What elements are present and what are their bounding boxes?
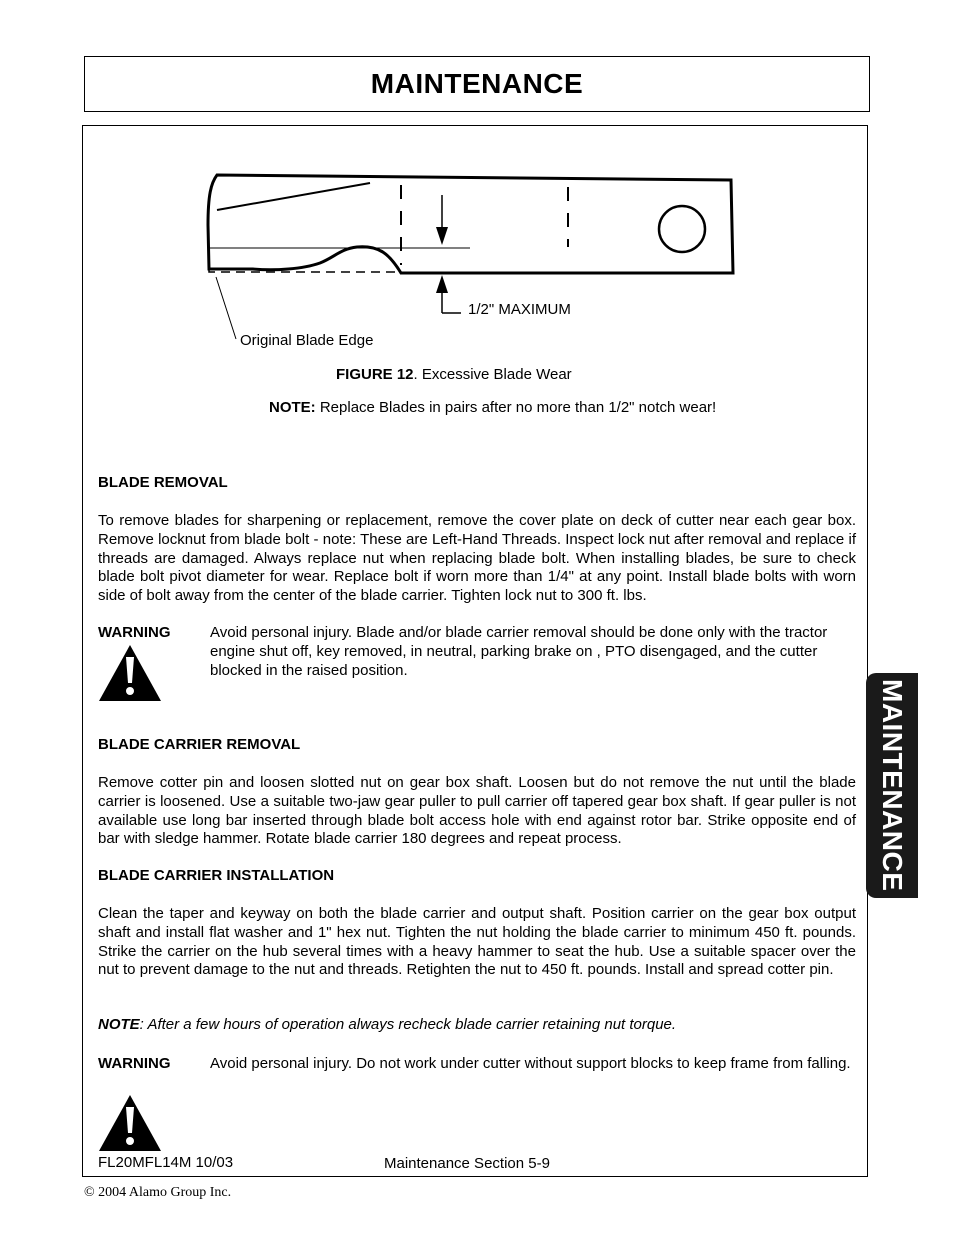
page-title: MAINTENANCE xyxy=(370,68,584,99)
max-wear-label: 1/2" MAXIMUM xyxy=(468,301,571,318)
bottom-arrow-head xyxy=(436,275,448,293)
warning-label: WARNING xyxy=(98,624,171,641)
warning-text: Avoid personal injury. Do not work under cutter without support blocks to keep frame from falling. xyxy=(210,1055,851,1072)
blade-wear-diagram xyxy=(195,165,740,350)
figure-number: FIGURE 12 xyxy=(336,366,414,383)
blade-carrier-removal-text: Remove cotter pin and loosen slotted nut on gear box shaft. Loosen but do not remove the nut until the blade carrier is loosened. Use a suitable two-jaw gear puller to pull carrier off tapered gear box shaft. If gear puller is not available use long bar inserted through blade bolt access hole with end against rotor bar. Strike opposite end of bar with sledge hammer. Rotate blade carrier 180 degrees and repeat process. xyxy=(98,774,856,848)
warning-label: WARNING xyxy=(98,1055,171,1072)
figure-note-text: Replace Blades in pairs after no more than 1/2" notch wear! xyxy=(315,399,717,416)
page-number: Maintenance Section 5-9 xyxy=(384,1155,550,1172)
copyright-notice: © 2004 Alamo Group Inc. xyxy=(84,1185,232,1200)
blade-carrier-removal-heading: BLADE CARRIER REMOVAL xyxy=(98,736,301,753)
page-header xyxy=(84,56,870,112)
blade-carrier-installation-text: Clean the taper and keyway on both the blade carrier and output shaft. Position carrier on the gear box output shaft and install flat washer and 1" hex nut. Tighten the nut holding the blade carrier to minimum 450 ft. pounds. Strike the carrier on the hub several times with a heavy hammer to seat the hub. Use a suitable spacer over the nut to prevent damage to the nut and threads. Retighten the nut to 450 ft. pounds. Install and spread cotter pin. xyxy=(98,905,856,979)
blade-removal-text: To remove blades for sharpening or replacement, remove the cover plate on deck of cutter near each gear box. Remove locknut from blade bolt - note: These are Left-Hand Threads. Inspect lock nut after removal and replace if threads are damaged. Always replace nut when replacing blade bolt. When installing blades, be sure to check blade bolt pivot diameter for wear. Replace bolt if worn more than 1/4" at any point. Install blade bolts with worn side of bolt away from the center of the blade carrier. Tighten lock nut to 300 ft. lbs. xyxy=(98,512,856,605)
blade-removal-heading: BLADE REMOVAL xyxy=(98,474,228,491)
torque-note-label: NOTE xyxy=(98,1016,140,1033)
blade-outline xyxy=(208,175,733,273)
top-arrow-head xyxy=(436,227,448,245)
edge-leader-line xyxy=(216,277,236,339)
figure-caption xyxy=(336,366,572,383)
document-id: FL20MFL14M 10/03 xyxy=(98,1154,234,1171)
warning-text: Avoid personal injury. Blade and/or blade carrier removal should be done only with the tractor engine shut off, key removed, in neutral, parking brake on , PTO disengaged, and the cutter blocked in the raised position. xyxy=(210,624,828,679)
warning-triangle-icon xyxy=(98,643,162,703)
figure-title: . Excessive Blade Wear xyxy=(413,366,572,383)
torque-note-text: : After a few hours of operation always recheck blade carrier retaining nut torque. xyxy=(139,1016,677,1033)
blade-carrier-installation-heading: BLADE CARRIER INSTALLATION xyxy=(98,867,335,884)
figure-note xyxy=(269,398,729,417)
bolt-hole xyxy=(659,206,705,252)
warning-triangle-icon xyxy=(98,1093,162,1153)
original-edge-label: Original Blade Edge xyxy=(240,332,374,349)
blade-bevel-line xyxy=(217,183,370,210)
side-tab-label: MAINTENANCE xyxy=(877,679,908,892)
figure-note-label: NOTE: xyxy=(269,399,316,416)
section-side-tab xyxy=(866,673,918,898)
torque-note xyxy=(98,1016,676,1033)
